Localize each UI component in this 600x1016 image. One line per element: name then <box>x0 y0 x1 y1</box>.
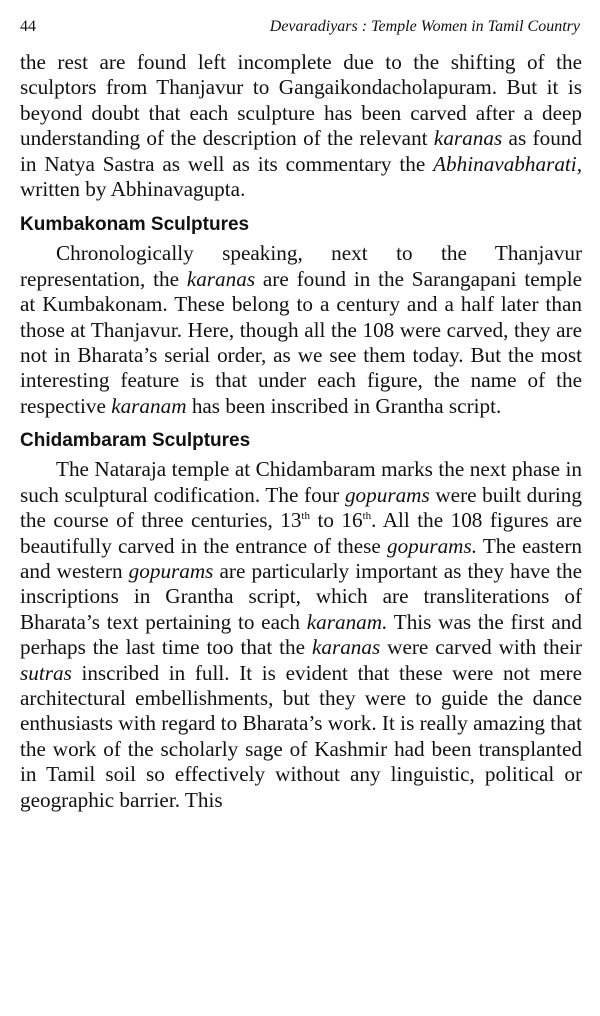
running-title: Devaradiyars : Temple Women in Tamil Country <box>269 18 580 35</box>
italic-term: gopurams <box>128 558 214 583</box>
text-run: are particularly important as they have the inscriptions in Grantha script, which are transliterations of Bharata’s text pertaining to each <box>20 558 582 634</box>
superscript: th <box>301 510 310 523</box>
book-page <box>20 14 582 813</box>
text-run: written by Abhinavagupta. <box>20 177 246 202</box>
section-heading-chidambaram: Chidambaram Sculptures <box>20 430 251 452</box>
italic-term: sutras <box>20 660 72 685</box>
running-header <box>20 14 582 40</box>
text-run: were built during the course of three centuries, 13 <box>20 482 582 533</box>
italic-term: Abhinavabharati, <box>433 151 582 176</box>
paragraph-kumbakonam <box>20 241 582 419</box>
italic-term: karanas <box>311 635 381 660</box>
text-run: are found in the Sarangapani temple at Kumbakonam. These belong to a century and a half later than those at Thanjavur. Here, though all the 108 were carved, they are not in Bharata’s serial order, as we see them today. But the most interesting feature is that under each figure, the name of the respective <box>20 266 582 418</box>
text-run: The eastern and western <box>20 533 582 583</box>
text-run: This was the first and perhaps the last time too that the <box>20 609 582 660</box>
section-heading-kumbakonam: Kumbakonam Sculptures <box>20 214 250 236</box>
paragraph-chidambaram <box>20 457 582 813</box>
text-run: as found in Natya Sastra as well as its commentary the <box>20 126 582 176</box>
text-run: Chronologically speaking, next to the Thanjavur representation, the <box>20 241 582 291</box>
text-run: has been inscribed in Grantha script. <box>186 393 502 418</box>
text-run: inscribed in full. It is evident that these were not mere architectural embellishments, but they were to guide the dance enthusiasts with regard to Bharata’s work. It is really amazing that the work of the scholarly sage of Kashmir had been transplanted in Tamil soil so effectively without any linguistic, political or geographic barrier. This <box>20 660 582 812</box>
paragraph-continued <box>20 50 582 202</box>
italic-term: gopurams. <box>386 533 478 558</box>
superscript: th <box>362 510 372 523</box>
text-run: were carved with their <box>380 635 582 660</box>
italic-term: gopurams <box>344 482 430 507</box>
page-number: 44 <box>20 18 36 35</box>
italic-term: karanam <box>111 393 187 418</box>
text-run: the rest are found left incomplete due to the shifting of the sculptors from Thanjavur to Gangaikondacholapuram. But it is beyond doubt that each sculpture has been carved after a deep understanding of the description of the relevant <box>20 50 582 151</box>
italic-term: karanam. <box>306 609 388 634</box>
text-run: The Nataraja temple at Chidambaram marks the next phase in such sculptural codification. The four <box>20 457 582 507</box>
text-run: . All the 108 figures are beautifully carved in the entrance of these <box>20 508 582 558</box>
italic-term: karanas <box>186 266 256 291</box>
text-run: to 16 <box>309 508 363 533</box>
italic-term: karanas <box>433 126 503 151</box>
